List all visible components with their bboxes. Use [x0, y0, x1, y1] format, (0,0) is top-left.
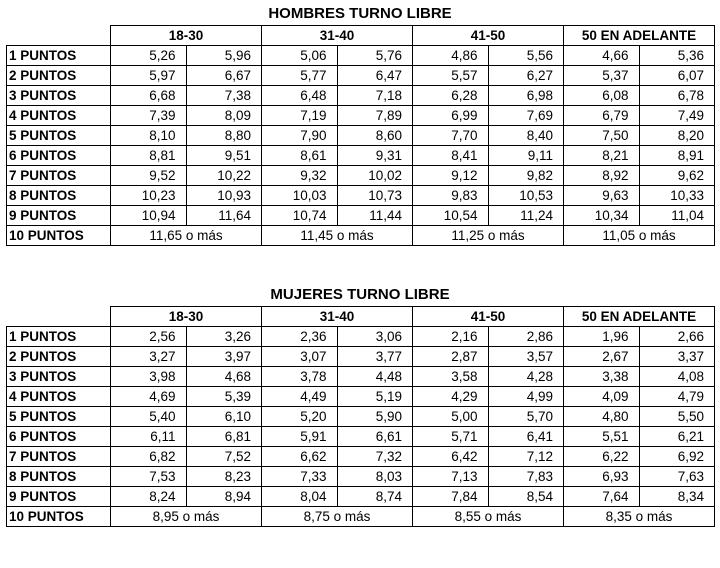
value-cell: 11,04 — [639, 206, 715, 226]
value-cell: 6,61 — [337, 427, 413, 447]
table-row — [7, 86, 715, 106]
row-label: 9 PUNTOS — [7, 206, 111, 226]
value-cell: 6,82 — [111, 447, 187, 467]
table-row — [7, 146, 715, 166]
age-group-header: 50 EN ADELANTE — [564, 307, 715, 327]
threshold-cell: 11,05 o más — [564, 226, 715, 246]
value-cell: 7,70 — [413, 126, 489, 146]
age-group-header: 31-40 — [262, 307, 413, 327]
value-cell: 5,50 — [639, 407, 715, 427]
value-cell: 8,80 — [186, 126, 262, 146]
table-title: MUJERES TURNO LIBRE — [270, 286, 450, 303]
value-cell: 9,51 — [186, 146, 262, 166]
hombres-table-block — [6, 3, 714, 246]
threshold-cell: 8,35 o más — [564, 507, 715, 527]
value-cell: 9,62 — [639, 166, 715, 186]
value-cell: 9,52 — [111, 166, 187, 186]
value-cell: 4,86 — [413, 46, 489, 66]
value-cell: 5,91 — [262, 427, 338, 447]
value-cell: 8,61 — [262, 146, 338, 166]
value-cell: 11,44 — [337, 206, 413, 226]
value-cell: 3,38 — [564, 367, 640, 387]
value-cell: 4,28 — [488, 367, 564, 387]
value-cell: 6,48 — [262, 86, 338, 106]
value-cell: 7,13 — [413, 467, 489, 487]
value-cell: 5,00 — [413, 407, 489, 427]
value-cell: 10,93 — [186, 186, 262, 206]
value-cell: 8,60 — [337, 126, 413, 146]
value-cell: 6,11 — [111, 427, 187, 447]
row-label: 10 PUNTOS — [7, 226, 111, 246]
value-cell: 6,10 — [186, 407, 262, 427]
value-cell: 7,18 — [337, 86, 413, 106]
value-cell: 5,90 — [337, 407, 413, 427]
score-table — [6, 306, 715, 527]
table-row — [7, 347, 715, 367]
value-cell: 6,99 — [413, 106, 489, 126]
table-row — [7, 126, 715, 146]
value-cell: 9,12 — [413, 166, 489, 186]
value-cell: 3,07 — [262, 347, 338, 367]
value-cell: 10,22 — [186, 166, 262, 186]
value-cell: 9,31 — [337, 146, 413, 166]
value-cell: 7,38 — [186, 86, 262, 106]
value-cell: 9,32 — [262, 166, 338, 186]
value-cell: 10,54 — [413, 206, 489, 226]
value-cell: 8,81 — [111, 146, 187, 166]
value-cell: 6,62 — [262, 447, 338, 467]
table-row — [7, 186, 715, 206]
value-cell: 8,24 — [111, 487, 187, 507]
table-row — [7, 46, 715, 66]
age-group-header: 41-50 — [413, 26, 564, 46]
age-group-header: 31-40 — [262, 26, 413, 46]
value-cell: 5,36 — [639, 46, 715, 66]
value-cell: 3,06 — [337, 327, 413, 347]
value-cell: 4,68 — [186, 367, 262, 387]
value-cell: 8,54 — [488, 487, 564, 507]
row-label: 3 PUNTOS — [7, 367, 111, 387]
value-cell: 2,87 — [413, 347, 489, 367]
value-cell: 7,52 — [186, 447, 262, 467]
value-cell: 7,89 — [337, 106, 413, 126]
value-cell: 8,20 — [639, 126, 715, 146]
row-label: 8 PUNTOS — [7, 467, 111, 487]
row-label: 4 PUNTOS — [7, 106, 111, 126]
value-cell: 2,86 — [488, 327, 564, 347]
value-cell: 4,49 — [262, 387, 338, 407]
value-cell: 10,53 — [488, 186, 564, 206]
value-cell: 4,09 — [564, 387, 640, 407]
threshold-cell: 8,55 o más — [413, 507, 564, 527]
value-cell: 5,40 — [111, 407, 187, 427]
value-cell: 4,66 — [564, 46, 640, 66]
value-cell: 6,68 — [111, 86, 187, 106]
value-cell: 6,92 — [639, 447, 715, 467]
value-cell: 7,39 — [111, 106, 187, 126]
value-cell: 7,50 — [564, 126, 640, 146]
corner-cell — [7, 26, 111, 46]
header-row — [7, 307, 715, 327]
value-cell: 8,92 — [564, 166, 640, 186]
value-cell: 10,33 — [639, 186, 715, 206]
threshold-cell: 11,25 o más — [413, 226, 564, 246]
value-cell: 8,41 — [413, 146, 489, 166]
table-row — [7, 487, 715, 507]
value-cell: 2,56 — [111, 327, 187, 347]
value-cell: 5,56 — [488, 46, 564, 66]
value-cell: 5,37 — [564, 66, 640, 86]
threshold-cell: 11,45 o más — [262, 226, 413, 246]
value-cell: 7,32 — [337, 447, 413, 467]
row-label: 7 PUNTOS — [7, 166, 111, 186]
value-cell: 5,20 — [262, 407, 338, 427]
value-cell: 8,21 — [564, 146, 640, 166]
value-cell: 3,26 — [186, 327, 262, 347]
row-label: 1 PUNTOS — [7, 327, 111, 347]
age-group-header: 41-50 — [413, 307, 564, 327]
row-label: 5 PUNTOS — [7, 126, 111, 146]
age-group-header: 18-30 — [111, 26, 262, 46]
row-label: 6 PUNTOS — [7, 146, 111, 166]
value-cell: 6,98 — [488, 86, 564, 106]
value-cell: 9,63 — [564, 186, 640, 206]
header-row — [7, 26, 715, 46]
value-cell: 10,03 — [262, 186, 338, 206]
value-cell: 6,22 — [564, 447, 640, 467]
row-label: 8 PUNTOS — [7, 186, 111, 206]
value-cell: 6,79 — [564, 106, 640, 126]
value-cell: 7,49 — [639, 106, 715, 126]
table-row — [7, 407, 715, 427]
table-row — [7, 387, 715, 407]
row-label: 5 PUNTOS — [7, 407, 111, 427]
value-cell: 8,10 — [111, 126, 187, 146]
row-label: 7 PUNTOS — [7, 447, 111, 467]
table-row-last — [7, 507, 715, 527]
value-cell: 4,48 — [337, 367, 413, 387]
row-label: 2 PUNTOS — [7, 347, 111, 367]
row-label: 6 PUNTOS — [7, 427, 111, 447]
value-cell: 4,08 — [639, 367, 715, 387]
value-cell: 6,28 — [413, 86, 489, 106]
value-cell: 3,57 — [488, 347, 564, 367]
value-cell: 6,42 — [413, 447, 489, 467]
value-cell: 5,51 — [564, 427, 640, 447]
value-cell: 5,26 — [111, 46, 187, 66]
value-cell: 9,82 — [488, 166, 564, 186]
value-cell: 9,83 — [413, 186, 489, 206]
value-cell: 6,08 — [564, 86, 640, 106]
value-cell: 10,73 — [337, 186, 413, 206]
corner-cell — [7, 307, 111, 327]
table-row — [7, 447, 715, 467]
value-cell: 8,23 — [186, 467, 262, 487]
value-cell: 8,91 — [639, 146, 715, 166]
value-cell: 4,69 — [111, 387, 187, 407]
row-label: 2 PUNTOS — [7, 66, 111, 86]
value-cell: 6,47 — [337, 66, 413, 86]
value-cell: 8,04 — [262, 487, 338, 507]
row-label: 10 PUNTOS — [7, 507, 111, 527]
value-cell: 5,77 — [262, 66, 338, 86]
value-cell: 3,98 — [111, 367, 187, 387]
value-cell: 5,39 — [186, 387, 262, 407]
value-cell: 8,40 — [488, 126, 564, 146]
value-cell: 8,74 — [337, 487, 413, 507]
value-cell: 11,24 — [488, 206, 564, 226]
value-cell: 10,34 — [564, 206, 640, 226]
value-cell: 2,36 — [262, 327, 338, 347]
value-cell: 6,93 — [564, 467, 640, 487]
value-cell: 6,81 — [186, 427, 262, 447]
value-cell: 5,06 — [262, 46, 338, 66]
value-cell: 8,34 — [639, 487, 715, 507]
value-cell: 3,27 — [111, 347, 187, 367]
value-cell: 6,27 — [488, 66, 564, 86]
value-cell: 2,16 — [413, 327, 489, 347]
score-table — [6, 25, 715, 246]
value-cell: 6,67 — [186, 66, 262, 86]
value-cell: 1,96 — [564, 327, 640, 347]
value-cell: 5,71 — [413, 427, 489, 447]
table-row — [7, 166, 715, 186]
value-cell: 3,77 — [337, 347, 413, 367]
mujeres-table-block — [6, 284, 714, 527]
value-cell: 8,09 — [186, 106, 262, 126]
value-cell: 7,33 — [262, 467, 338, 487]
value-cell: 3,78 — [262, 367, 338, 387]
value-cell: 10,94 — [111, 206, 187, 226]
value-cell: 4,79 — [639, 387, 715, 407]
value-cell: 3,97 — [186, 347, 262, 367]
value-cell: 3,37 — [639, 347, 715, 367]
value-cell: 7,83 — [488, 467, 564, 487]
value-cell: 7,12 — [488, 447, 564, 467]
value-cell: 4,99 — [488, 387, 564, 407]
value-cell: 5,19 — [337, 387, 413, 407]
value-cell: 6,78 — [639, 86, 715, 106]
value-cell: 7,90 — [262, 126, 338, 146]
table-row — [7, 467, 715, 487]
value-cell: 5,76 — [337, 46, 413, 66]
table-row — [7, 427, 715, 447]
value-cell: 4,29 — [413, 387, 489, 407]
table-title: HOMBRES TURNO LIBRE — [268, 5, 452, 22]
table-row — [7, 206, 715, 226]
value-cell: 5,96 — [186, 46, 262, 66]
value-cell: 7,84 — [413, 487, 489, 507]
value-cell: 10,23 — [111, 186, 187, 206]
value-cell: 4,80 — [564, 407, 640, 427]
threshold-cell: 8,95 o más — [111, 507, 262, 527]
row-label: 3 PUNTOS — [7, 86, 111, 106]
value-cell: 7,19 — [262, 106, 338, 126]
row-label: 1 PUNTOS — [7, 46, 111, 66]
value-cell: 7,53 — [111, 467, 187, 487]
age-group-header: 50 EN ADELANTE — [564, 26, 715, 46]
threshold-cell: 8,75 o más — [262, 507, 413, 527]
value-cell: 7,69 — [488, 106, 564, 126]
value-cell: 3,58 — [413, 367, 489, 387]
value-cell: 5,97 — [111, 66, 187, 86]
value-cell: 9,11 — [488, 146, 564, 166]
threshold-cell: 11,65 o más — [111, 226, 262, 246]
table-row — [7, 106, 715, 126]
row-label: 9 PUNTOS — [7, 487, 111, 507]
table-row — [7, 66, 715, 86]
value-cell: 11,64 — [186, 206, 262, 226]
value-cell: 6,21 — [639, 427, 715, 447]
value-cell: 6,07 — [639, 66, 715, 86]
value-cell: 6,41 — [488, 427, 564, 447]
table-row — [7, 367, 715, 387]
value-cell: 2,66 — [639, 327, 715, 347]
table-row-last — [7, 226, 715, 246]
value-cell: 8,03 — [337, 467, 413, 487]
value-cell: 5,57 — [413, 66, 489, 86]
value-cell: 10,02 — [337, 166, 413, 186]
value-cell: 2,67 — [564, 347, 640, 367]
value-cell: 7,64 — [564, 487, 640, 507]
value-cell: 7,63 — [639, 467, 715, 487]
table-row — [7, 327, 715, 347]
value-cell: 10,74 — [262, 206, 338, 226]
row-label: 4 PUNTOS — [7, 387, 111, 407]
age-group-header: 18-30 — [111, 307, 262, 327]
value-cell: 8,94 — [186, 487, 262, 507]
value-cell: 5,70 — [488, 407, 564, 427]
